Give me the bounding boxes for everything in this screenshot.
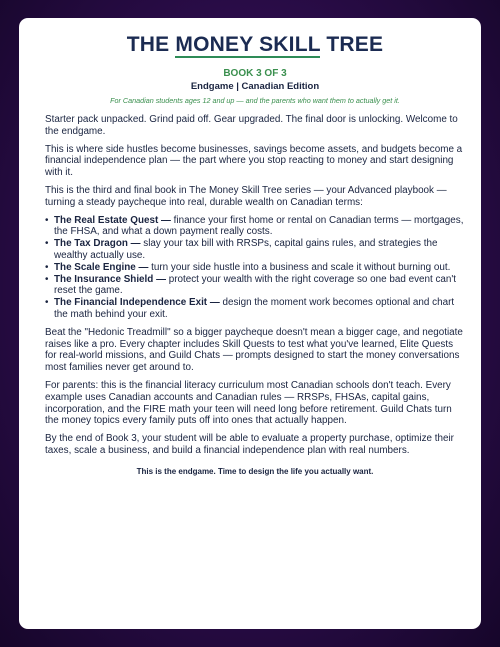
back-cover-card — [19, 18, 481, 629]
list-item — [45, 262, 465, 274]
bullet-text: turn your side hustle into a business and scale it without burning out. — [148, 261, 451, 273]
bullet-text: finance your first home or rental on Canadian terms — mortgages, the FHSA, and what a down payment really costs. — [54, 214, 464, 238]
bullet-text: protect your wealth with the right coverage so one bad event can't reset the game. — [54, 273, 457, 297]
title-underlined: MONEY SKILL — [175, 33, 321, 56]
closing-line: This is the endgame. Time to design the life you actually want. — [136, 466, 374, 476]
paragraph: For parents: this is the financial literacy curriculum most Canadian schools don't teach. Every example uses Canadian accounts and Canadian rules — RRSPs, FHSAs, capital gains, incorporation, and the FIRE math your teen will need long before retirement. Guild Chats turn the money topics every family puts off into ones that actually happen. — [45, 379, 452, 427]
bullet-heading: The Real Estate Quest — — [54, 214, 171, 226]
paragraph: Beat the "Hedonic Treadmill" so a bigger paycheque doesn't mean a bigger cage, and negotiate raises like a pro. Every chapter includes Skill Quests to test what you've learned, Elite Quests for real-world missions, and Guild Chats — prompts designed to start the money conversations most families never get around to. — [45, 326, 463, 374]
list-item — [45, 215, 465, 239]
book-title — [45, 32, 465, 58]
list-item — [45, 274, 465, 298]
paragraph: This is the third and final book in The Money Skill Tree series — your Advanced playbook — turning a steady paycheque into real, durable wealth on Canadian terms: — [45, 184, 447, 208]
bullet-heading: The Insurance Shield — — [54, 273, 166, 285]
bullet-text: design the moment work becomes optional and chart the math behind your exit. — [54, 297, 455, 320]
edition-label: Endgame | Canadian Edition — [190, 81, 320, 92]
tagline: For Canadian students ages 12 and up — and the parents who want them to actually get it. — [110, 96, 400, 105]
paragraph: This is where side hustles become businesses, savings become assets, and budgets become a financial independence plan — the part where you stop reacting to money and start designing with it. — [45, 143, 463, 179]
book-number: BOOK 3 OF 3 — [223, 68, 287, 79]
list-item — [45, 238, 465, 262]
bullet-text: slay your tax bill with RRSPs, capital gains rules, and strategies the wealthy actually use. — [54, 238, 438, 261]
title-pre: THE — [126, 33, 176, 56]
topic-list — [45, 215, 465, 321]
description-body — [45, 114, 465, 457]
paragraph: Starter pack unpacked. Grind paid off. Gear upgraded. The final door is unlocking. Welcome to the endgame. — [45, 114, 458, 137]
paragraph: By the end of Book 3, your student will be able to evaluate a property purchase, optimize their taxes, scale a business, and build a financial independence plan with real numbers. — [45, 433, 454, 456]
title-post: TREE — [320, 33, 384, 56]
bullet-heading: The Tax Dragon — — [54, 238, 141, 250]
list-item — [45, 297, 465, 321]
bullet-heading: The Financial Independence Exit — — [54, 297, 220, 309]
bullet-heading: The Scale Engine — — [54, 261, 149, 273]
